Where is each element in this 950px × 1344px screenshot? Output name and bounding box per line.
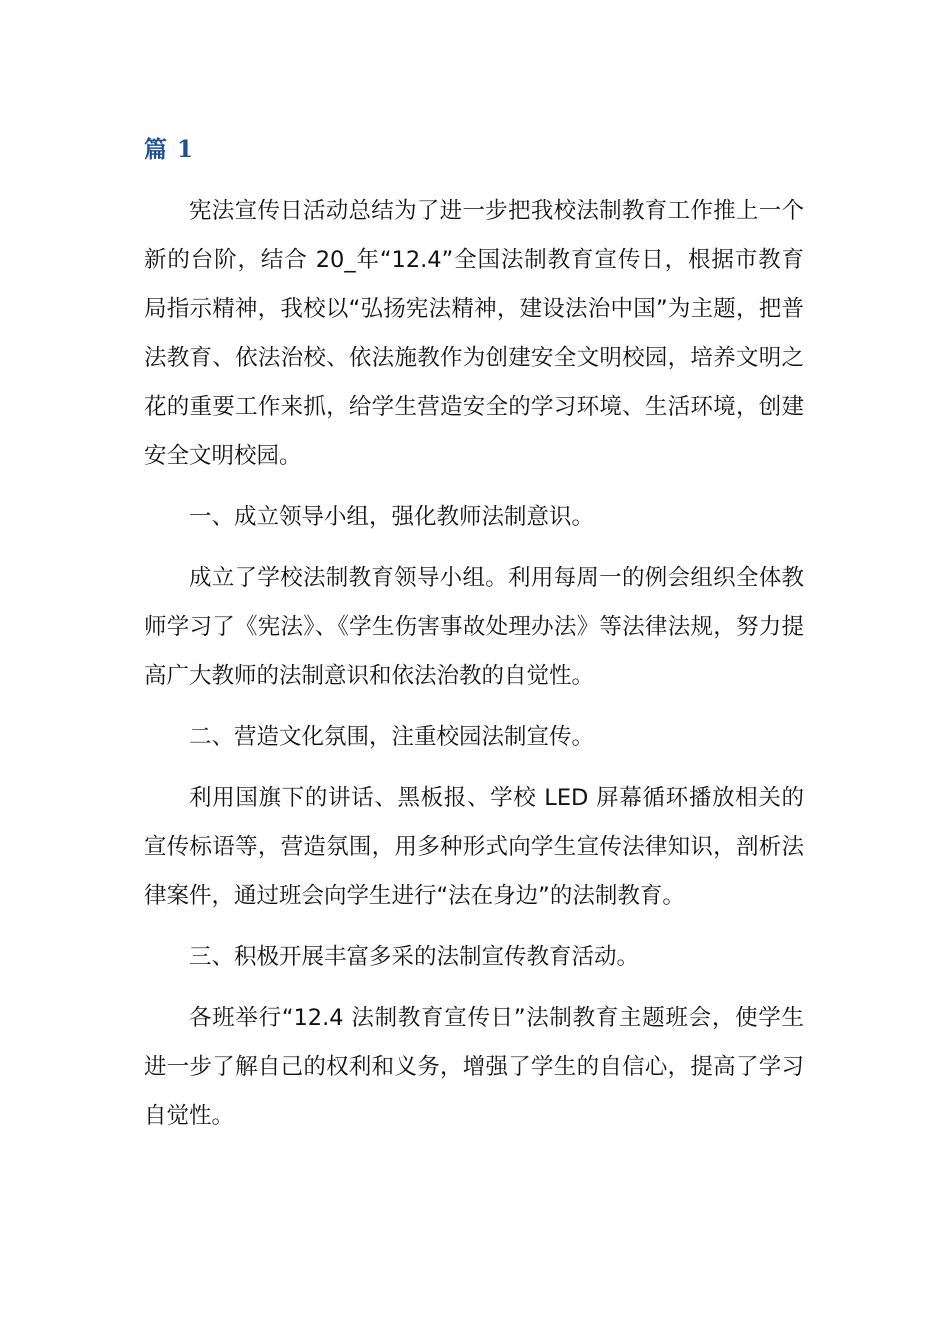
paragraph-intro: 宪法宣传日活动总结为了进一步把我校法制教育工作推上一个新的台阶，结合 20_年“12.4”全国法制教育宣传日，根据市教育局指示精神，我校以“弘扬宪法精神，建设法治中国”为主题，把普法教育、依法治校、依法施教作为创建安全文明校园，培养文明之花的重要工作来抓，给学生营造安全的学习环境、生活环境，创建安全文明校园。: [144, 198, 804, 469]
document-body: [144, 187, 804, 1153]
paragraph-section-3-body: 各班举行“12.4 法制教育宣传日”法制教育主题班会，使学生进一步了解自己的权利和义务，增强了学生的自信心，提高了学习自觉性。: [144, 1005, 804, 1129]
paragraph-section-3-title: 三、积极开展丰富多采的法制宣传教育活动。: [189, 944, 640, 970]
paragraph-section-2-title: 二、营造文化氛围，注重校园法制宣传。: [189, 724, 595, 750]
paragraph-section-1-title: 一、成立领导小组，强化教师法制意识。: [189, 504, 595, 530]
section-heading: 篇 1: [144, 136, 195, 163]
paragraph-section-1-body: 成立了学校法制教育领导小组。利用每周一的例会组织全体教师学习了《宪法》、《学生伤害事故处理办法》等法律法规，努力提高广大教师的法制意识和依法治教的自觉性。: [144, 565, 804, 689]
paragraph-section-2-body: 利用国旗下的讲话、黑板报、学校 LED 屏幕循环播放相关的宣传标语等，营造氛围，用多种形式向学生宣传法律知识，剖析法律案件，通过班会向学生进行“法在身边”的法制教育。: [144, 785, 804, 909]
